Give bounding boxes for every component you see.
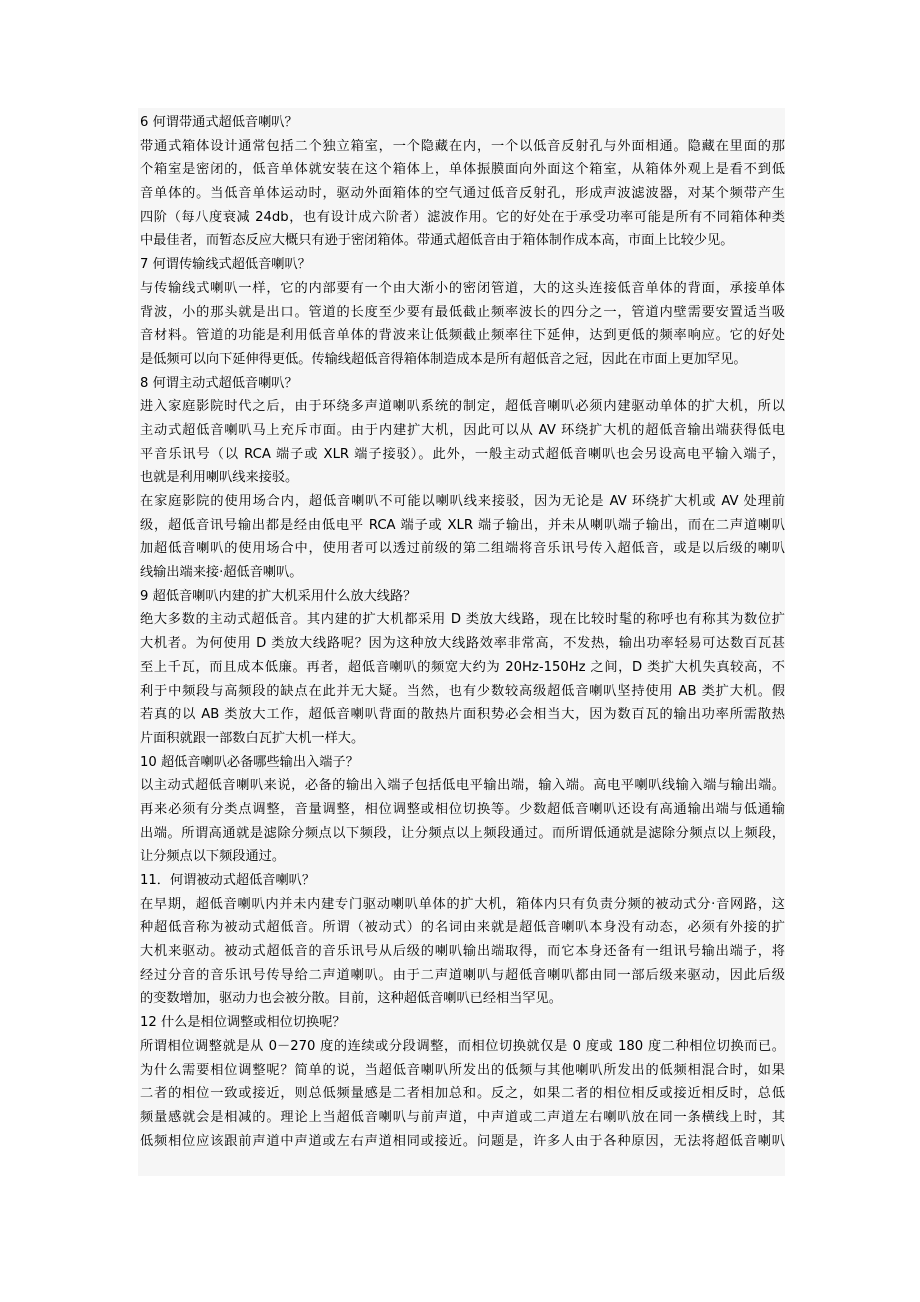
document-body	[138, 108, 785, 1176]
paragraph-line: 绝大多数的主动式超低音。其内建的扩大机都采用 D 类放大线路，现在比较时髦的称呼也有称其为数位扩	[140, 612, 785, 628]
paragraph-line: 至上千瓦，而且成本低廉。再者，超低音喇叭的频宽大约为 20Hz-150Hz 之间，D 类扩大机失真较高，不	[140, 659, 785, 675]
paragraph-line: 二者的相位一致或接近，则总低频量感是二者相加总和。反之，如果二者的相位相反或接近相反时，总低	[140, 1086, 785, 1102]
paragraph-line: 出端。所谓高通就是滤除分频点以下频段，让分频点以上频段通过。而所谓低通就是滤除分频点以上频段，	[140, 825, 785, 841]
paragraph-line: 音材料。管道的功能是利用低音单体的背波来让低频截止频率往下延伸，达到更低的频率响应。它的好处	[140, 328, 785, 344]
section-heading: 8 何谓主动式超低音喇叭？	[140, 375, 298, 391]
section-heading: 11．何谓被动式超低音喇叭？	[140, 873, 316, 888]
section-heading: 7 何谓传输线式超低音喇叭？	[140, 257, 311, 273]
paragraph-line: 四阶（每八度衰减 24db，也有设计成六阶者）滤波作用。它的好处在于承受功率可能是所有不同箱体种类	[140, 209, 785, 225]
paragraph-line: 线输出端来接·超低音喇叭。	[140, 565, 303, 581]
section-heading: 6 何谓带通式超低音喇叭？	[140, 115, 298, 130]
paragraph-line: 中最佳者，而暂态反应大概只有逊于密闭箱体。带通式超低音由于箱体制作成本高，市面上比较少见。	[140, 233, 734, 249]
paragraph-line: 是低频可以向下延伸得更低。传输线超低音得箱体制造成本是所有超低音之冠，因此在市面上更加罕见。	[140, 351, 747, 367]
paragraph-line: 所谓相位调整就是从 0－270 度的连续或分段调整，而相位切换就仅是 0 度或 180 度二种相位切换而已。	[140, 1038, 785, 1054]
paragraph-line: 背波，小的那头就是出口。管道的长度至少要有最低截止频率波长的四分之一，管道内壁需要安置适当吸	[140, 304, 785, 320]
paragraph-line: 带通式箱体设计通常包括二个独立箱室，一个隐藏在内，一个以低音反射孔与外面相通。隐藏在里面的那	[140, 138, 785, 154]
section-heading: 9 超低音喇叭内建的扩大机采用什么放大线路？	[140, 588, 417, 604]
section-heading: 12 什么是相位调整或相位切换呢？	[140, 1015, 346, 1031]
paragraph-line: 频量感就会是相减的。理论上当超低音喇叭与前声道，中声道或二声道左右喇叭放在同一条横线上时，其	[140, 1109, 785, 1125]
paragraph-line: 级，超低音讯号输出都是经由低电平 RCA 端子或 XLR 端子输出，并未从喇叭端子输出，而在二声道喇叭	[140, 517, 785, 533]
paragraph-line: 再来必须有分类点调整，音量调整，相位调整或相位切换等。少数超低音喇叭还设有高通输出端与低通输	[140, 801, 785, 817]
paragraph-line: 若真的以 AB 类放大工作，超低音喇叭背面的散热片面积势必会相当大，因为数百瓦的输出功率所需散热	[140, 707, 785, 723]
section-heading: 10 超低音喇叭必备哪些输出入端子？	[140, 754, 359, 770]
paragraph-line: 加超低音喇叭的使用场合中，使用者可以透过前级的第二组端将音乐讯号传入超低音，或是以后级的喇叭	[140, 541, 785, 557]
paragraph-line: 与传输线式喇叭一样，它的内部要有一个由大渐小的密闭管道，大的这头连接低音单体的背面，承接单体	[140, 280, 785, 296]
paragraph-line: 大机来驱动。被动式超低音的音乐讯号从后级的喇叭输出端取得，而它本身还备有一组讯号输出端子，将	[140, 944, 785, 960]
paragraph-line: 主动式超低音喇叭马上充斥市面。由于内建扩大机，因此可以从 AV 环绕扩大机的超低音输出端获得低电	[140, 422, 785, 438]
paragraph-line: 为什么需要相位调整呢？简单的说，当超低音喇叭所发出的低频与其他喇叭所发出的低频相混合时，如果	[140, 1062, 785, 1078]
paragraph-line: 种超低音称为被动式超低音。所谓（被动式）的名词由来就是超低音喇叭本身没有动态，必须有外接的扩	[140, 920, 785, 936]
paragraph-line: 音单体的。当低音单体运动时，驱动外面箱体的空气通过低音反射孔，形成声波滤波器，对某个频带产生	[140, 186, 785, 202]
paragraph-line: 个箱室是密闭的，低音单体就安装在这个箱体上，单体振膜面向外面这个箱室，从箱体外观上是看不到低	[140, 162, 785, 178]
paragraph-line: 在家庭影院的使用场合内，超低音喇叭不可能以喇叭线来接驳，因为无论是 AV 环绕扩大机或 AV 处理前	[140, 494, 785, 509]
paragraph-line: 片面积就跟一部数白瓦扩大机一样大。	[140, 730, 365, 746]
paragraph-line: 在早期，超低音喇叭内并未内建专门驱动喇叭单体的扩大机，箱体内只有负责分频的被动式分·音网路，这	[140, 896, 785, 912]
paragraph-line: 利于中频段与高频段的缺点在此并无大疑。当然，也有少数较高级超低音喇叭坚持使用 AB 类扩大机。假	[140, 683, 785, 699]
paragraph-line: 也就是利用喇叭线来接驳。	[140, 470, 299, 486]
paragraph-line: 平音乐讯号（以 RCA 端子或 XLR 端子接驳）。此外，一般主动式超低音喇叭也会另设高电平输入端子，	[140, 446, 785, 462]
paragraph-line: 大机者。为何使用 D 类放大线路呢？因为这种放大线路效率非常高，不发热，输出功率轻易可达数百瓦甚	[140, 636, 785, 652]
paragraph-line: 让分频点以下频段通过。	[140, 849, 286, 865]
paragraph-line: 经过分音的音乐讯号传导给二声道喇叭。由于二声道喇叭与超低音喇叭都由同一部后级来驱动，因此后级	[140, 967, 785, 983]
paragraph-line: 低频相位应该跟前声道中声道或左右声道相同或接近。问题是，许多人由于各种原因，无法将超低音喇叭	[140, 1133, 785, 1149]
paragraph-line: 进入家庭影院时代之后，由于环绕多声道喇叭系统的制定，超低音喇叭必须内建驱动单体的扩大机，所以	[140, 399, 785, 415]
paragraph-line: 以主动式超低音喇叭来说，必备的输出入端子包括低电平输出端，输入端。高电平喇叭线输入端与输出端。	[140, 778, 785, 794]
paragraph-line: 的变数增加，驱动力也会被分散。目前，这种超低音喇叭已经相当罕见。	[140, 991, 562, 1007]
